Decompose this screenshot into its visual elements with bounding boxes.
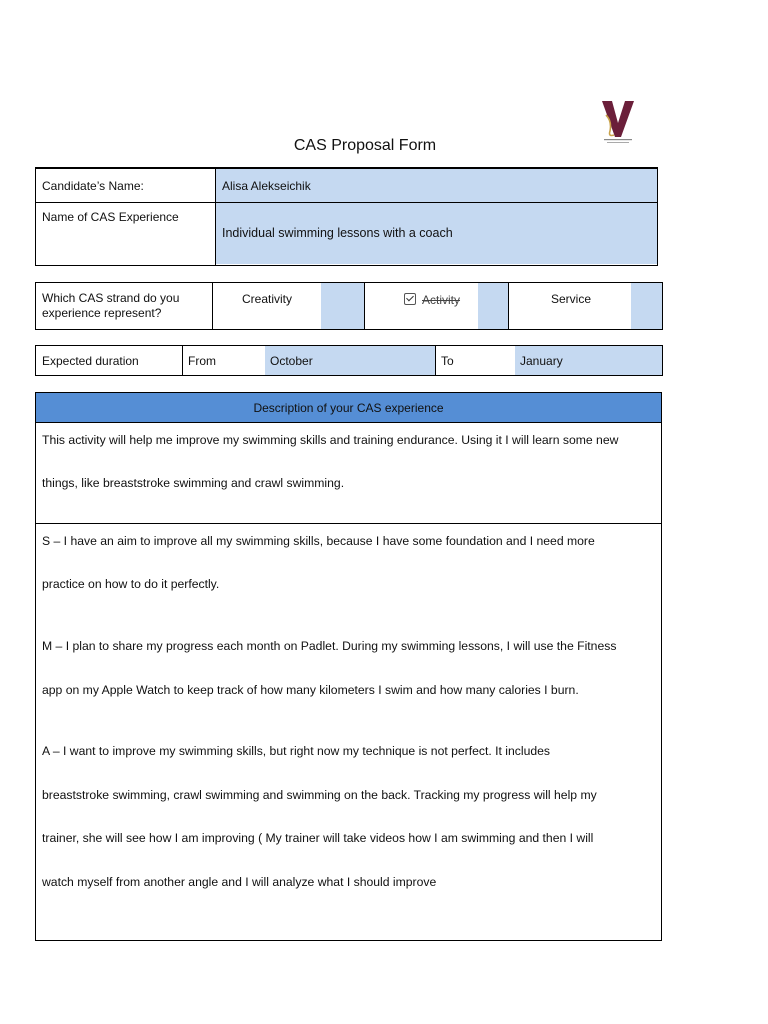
candidate-table [35,167,658,266]
specific-line-2: practice on how to do it perfectly. [42,577,220,591]
measurable-line-1: M – I plan to share my progress each month on Padlet. During my swimming lessons, I will use the Fitness [42,639,617,653]
creativity-checkbox[interactable] [321,283,364,329]
candidate-name-field[interactable]: Alisa Alekseichik [222,179,311,193]
duration-label: Expected duration [42,354,139,368]
intro-line-2: things, like breaststroke swimming and crawl swimming. [42,476,345,490]
description-table [35,392,662,941]
from-field[interactable]: October [270,354,313,368]
to-field[interactable]: January [520,354,563,368]
strand-option-activity[interactable]: Activity [404,293,460,308]
strand-table [35,282,663,330]
experience-name-field[interactable]: Individual swimming lessons with a coach [222,226,453,240]
strand-question: Which CAS strand do you experience represent? [42,291,180,320]
achievable-line-2: breaststroke swimming, crawl swimming and swimming on the back. Tracking my progress will help my [42,788,597,802]
candidate-name-label: Candidate’s Name: [42,179,144,193]
achievable-line-1: A – I want to improve my swimming skills, but right now my technique is not perfect. It includes [42,744,551,758]
measurable-line-2: app on my Apple Watch to keep track of how many kilometers I swim and how many calories I burn. [42,683,579,697]
achievable-line-3: trainer, she will see how I am improving ( My trainer will take videos how I am swimming and then I will [42,831,594,845]
service-checkbox[interactable] [631,283,662,329]
strand-option-service: Service [551,292,592,306]
to-label: To [441,354,454,368]
intro-line-1: This activity will help me improve my swimming skills and training endurance. Using it I will learn some new [42,433,619,447]
description-header: Description of your CAS experience [36,393,661,423]
page-title: CAS Proposal Form [293,137,437,154]
from-label: From [188,354,216,368]
specific-line-1: S – I have an aim to improve all my swimming skills, because I have some foundation and I need more [42,534,595,548]
checkbox-checked-icon [404,293,416,305]
achievable-line-4: watch myself from another angle and I will analyze what I should improve [42,875,437,889]
activity-checkbox[interactable] [478,283,508,329]
strand-option-creativity: Creativity [242,292,293,306]
duration-table [35,345,663,376]
experience-name-label: Name of CAS Experience [42,210,179,224]
